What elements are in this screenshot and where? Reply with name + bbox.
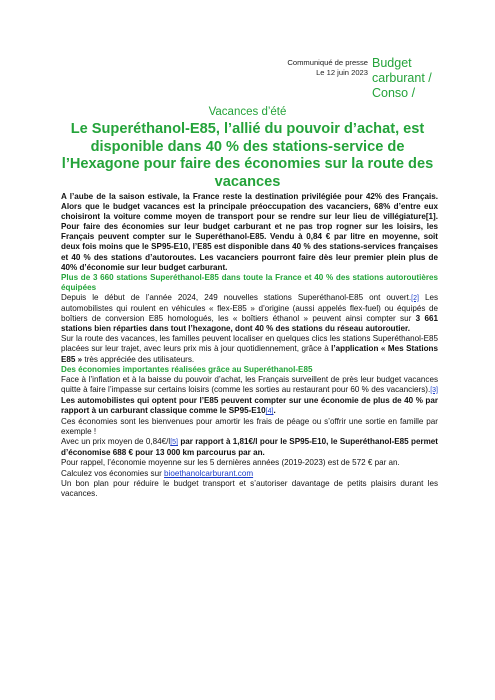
app-text-b: très appréciée des utilisateurs.: [82, 354, 195, 364]
price-text-bold: par rapport à 1,81€/l pour le SP95-E10, le Superéthanol-E85 permet d’économise 688 € pour 13 000 km parcourus par an.: [61, 437, 439, 458]
footnote-link[interactable]: [3]: [430, 386, 438, 394]
savings-text-end: .: [273, 405, 276, 415]
savings-text-bold: Les automobilistes qui optent pour l’E85 peuvent compter sur une économie de plus de 40 % par rapport à un carburant classique comme le SP95-E10: [61, 395, 438, 415]
press-header: [250, 58, 368, 78]
intro-paragraph: [61, 192, 438, 273]
footnote-link[interactable]: [2]: [411, 294, 419, 302]
stations-text-b: Les automobilistes qui roulent en véhicules « flex-E85 » d’origine (aussi appelés flex-fuel) ou équipés de boîtiers de conversion E85 homologués, les « boîtiers éthanol » peuvent ainsi compter sur: [61, 292, 438, 324]
savings-text-a: Face à l’inflation et à la baisse du pouvoir d’achat, les Français surveillent de près leur budget vacances quitte à faire l’impasse sur certains loisirs (comme les sorties au restaurant pour 60 % des vacanciers).: [61, 374, 438, 394]
section-heading-stations: Plus de 3 660 stations Superéthanol-E85 dans toute la France et 40 % des stations autoroutières équipées: [61, 272, 438, 292]
kicker: Vacances d’été: [208, 106, 287, 118]
stations-text-bold: 3 661 stations bien réparties dans tout l’hexagone, dont 40 % des stations du réseau autoroutier.: [61, 314, 438, 334]
stations-paragraph: [61, 293, 438, 334]
press-date: Le 12 juin 2023: [316, 68, 368, 77]
price-text-a: Avec un prix moyen de 0,84€/l: [61, 437, 171, 447]
app-text-a: Sur la route des vacances, les familles peuvent localiser en quelques clics les stations Superéthanol-E85 placées sur leur trajet, avec leurs prix mis à jour quotidiennement, grâce à: [61, 334, 438, 354]
press-release-label: Communiqué de presse: [287, 58, 368, 67]
tolls-paragraph: Ces économies sont les bienvenues pour amortir les frais de péage ou s’offrir une sortie en famille par exemple !: [61, 417, 438, 437]
footnote-link[interactable]: [4]: [265, 407, 274, 415]
headline: Le Superéthanol-E85, l’allié du pouvoir d’achat, est disponible dans 40 % des stations-service de l’Hexagone pour faire des économies sur la route des vacances: [61, 121, 434, 190]
category-tags: Budget carburant / Conso /: [372, 56, 432, 100]
app-paragraph: [61, 334, 438, 364]
calculator-paragraph: [61, 469, 438, 479]
stations-text-a: Depuis le début de l’année 2024, 249 nouvelles stations Superéthanol-E85 ont ouvert.: [61, 292, 412, 302]
website-link[interactable]: bioethanolcarburant.com: [164, 468, 254, 478]
intro-text: A l’aube de la saison estivale, la France reste la destination privilégiée pour 42% des Français. Alors que le budget vacances est la principale préoccupation des vacanciers, 68% d’entre eux choisiront la voiture comme moyen de transport pour se rendre sur leur lieu de villégiature[1]. Pour faire des économies sur leur budget carburant et ne pas trop rogner sur les loisirs, les Français peuvent compter sur le Superéthanol-E85. Vendu à 0,84 € par litre en moyenne, soit deux fois moins que le SP95-E10, l’E85 est disponible dans 40 % des stations-services françaises et 40 % des stations d’autoroutes. Les vacanciers pourront faire dès leur premier plein plus de 40% d’économie sur leur budget carburant.: [61, 192, 438, 272]
app-name: l’application « Mes Stations E85 »: [61, 344, 438, 364]
price-paragraph: [61, 437, 438, 458]
savings-paragraph: [61, 375, 438, 417]
closing-paragraph: Un bon plan pour réduire le budget transport et s’autoriser davantage de petits plaisirs durant les vacances.: [61, 478, 438, 498]
average-paragraph: Pour rappel, l’économie moyenne sur les 5 dernières années (2019-2023) est de 572 € par an.: [61, 458, 400, 468]
calculator-text: Calculez vos économies sur: [61, 468, 165, 478]
article-body: [61, 192, 438, 499]
footnote-link[interactable]: [5]: [170, 439, 178, 447]
section-heading-savings: Des économies importantes réalisées grâce au Superéthanol-E85: [61, 364, 313, 374]
